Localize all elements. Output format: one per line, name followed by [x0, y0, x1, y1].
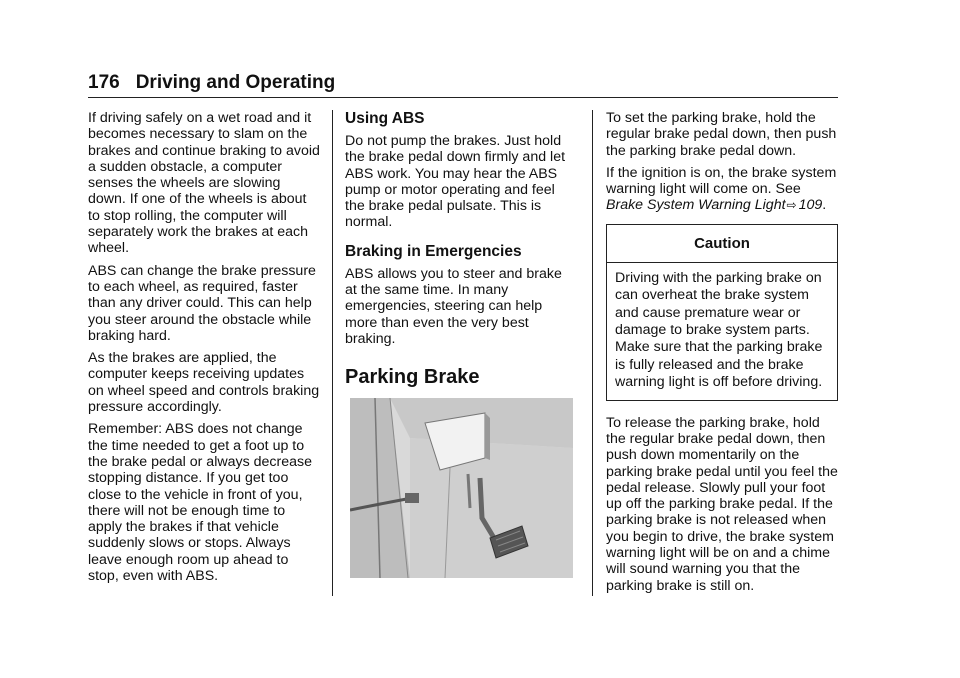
ignition-text: If the ignition is on, the brake system warning light will come on. See [606, 164, 837, 198]
caution-text: Driving with the parking brake on can overheat the brake system and cause premature wear or damage to brake system parts. Make sure that the parking brake is fully released and the brake warning light is off before driving. [615, 269, 823, 391]
ignition-text-paragraph: If the ignition is on, the brake system warning light will come on. See Brake System Warning Light⇨ 109. [606, 164, 837, 214]
page-ref-arrow-icon: ⇨ [786, 198, 797, 213]
column-3 [606, 110, 838, 600]
caution-title: Caution [607, 225, 837, 263]
using-abs-heading: Using ABS [345, 110, 425, 127]
cross-reference-page[interactable]: 109 [798, 197, 823, 214]
emergencies-text: ABS allows you to steer and brake at the same time. In many emergencies, steering can help more than even the very best braking. [345, 265, 562, 347]
paragraph: ABS can change the brake pressure to each wheel, as required, faster than any driver could. This can help you steer around the obstacle while braking hard. [88, 262, 316, 344]
section-title: Driving and Operating [135, 72, 336, 93]
parking-brake-drawing [350, 398, 573, 578]
parking-brake-heading: Parking Brake [345, 366, 480, 389]
set-parking-brake-text: To set the parking brake, hold the regular brake pedal down, then push the parking brake pedal down. [606, 110, 837, 159]
using-abs-text: Do not pump the brakes. Just hold the brake pedal down firmly and let ABS work. You may hear the ABS pump or motor operating and feel the brake pedal pulsate. This is normal. [345, 133, 566, 231]
page-number: 176 [88, 72, 120, 93]
cross-reference-link[interactable]: Brake System Warning Light [606, 197, 786, 214]
column-divider [332, 110, 333, 596]
release-parking-brake-text: To release the parking brake, hold the regular brake pedal down, then push down momentarily on the parking brake pedal until you feel the pedal release. Slowly pull your foot up off the parking brake pedal. If the parking brake is not released when you begin to drive, the brake system warning light will be on and a chime will sound warning you that the parking brake is still on. [606, 414, 838, 594]
paragraph: As the brakes are applied, the computer keeps receiving updates on wheel speed and controls braking pressure accordingly. [88, 350, 320, 416]
page-header [88, 72, 838, 94]
column-divider [592, 110, 593, 596]
caution-box [606, 224, 838, 401]
emergencies-heading: Braking in Emergencies [345, 242, 522, 260]
parking-brake-illustration [350, 398, 573, 578]
column-2 [345, 110, 575, 389]
column-1 [88, 110, 322, 590]
header-divider [88, 97, 838, 98]
paragraph: If driving safely on a wet road and it becomes necessary to slam on the brakes and continue braking to avoid a sudden obstacle, a computer senses the wheels are slowing down. If one of the wheels is about to stop rolling, the computer will separately work the brakes at each wheel. [88, 110, 320, 257]
paragraph: Remember: ABS does not change the time needed to get a foot up to the brake pedal or always decrease stopping distance. If you get too close to the vehicle in front of you, there will not be enough time to apply the brakes if that vehicle suddenly slows or stops. Always leave enough room up ahead to stop, even with ABS. [88, 421, 312, 585]
